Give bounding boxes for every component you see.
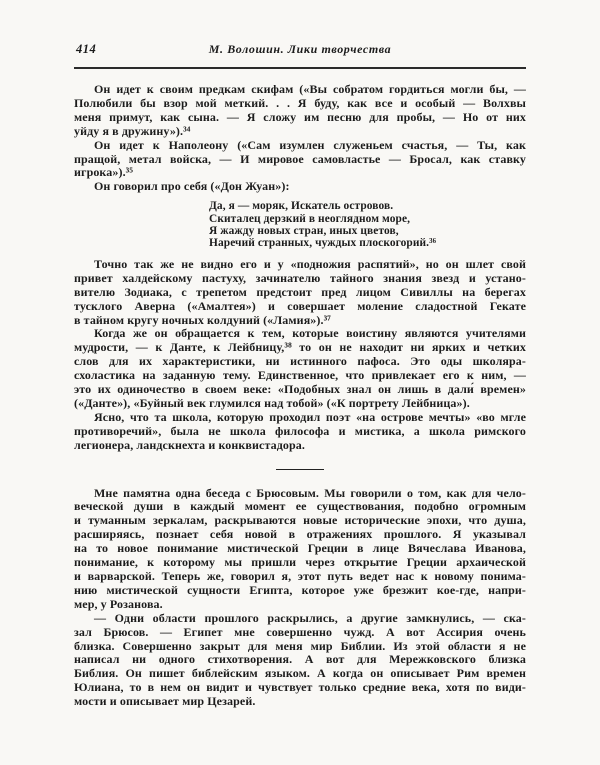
text-line: написал ни одного стихотворения. А вот для Мережковского близка <box>74 652 526 667</box>
text-line: в тайном кругу ночных колдуний («Ламия»).³⁷ <box>74 312 331 327</box>
text-line: («Данте»), «Буйный век глумился над тобой» («К портрету Лейбница»). <box>74 395 470 410</box>
verse-quote <box>209 200 526 250</box>
page-body <box>74 83 526 709</box>
paragraph <box>74 180 526 194</box>
text-line: Мне памятна одна беседа с Брюсовым. Мы говорили о том, как для чело- <box>94 485 526 500</box>
text-line: игрока»).³⁵ <box>74 165 134 180</box>
text-line: пращой, метал войска, — И мировое самовластье — Бросал, как ставку <box>74 151 526 166</box>
paragraph <box>74 411 526 453</box>
text-line: понимание, к которому мы пришли через открытие Греции архаической <box>74 555 526 570</box>
text-line: Я жажду новых стран, иных цветов, <box>209 225 399 238</box>
text-line: схоластика на заданную тему. Единственное, что привлекает его к ним, — <box>74 368 526 383</box>
text-line: Когда же он обращается к тем, которые воистину являются учителями <box>94 326 526 341</box>
text-line: тусклого Аверна («Амалтея») и совершает моление сладостной Гекате <box>74 298 526 313</box>
text-line: меня примут, как сына. — Я сложу им песню для пробы, — Но от них <box>74 109 526 124</box>
text-line: Библия. Он пишет библейским языком. А когда он описывает Рим времен <box>74 666 526 681</box>
text-line: Полюбили бы взор мой меткий. . . Я буду, как все и особый — Волхвы <box>74 95 526 110</box>
paragraph <box>74 612 526 709</box>
text-line: и варварской. Теперь же, говорил я, этот путь ведет нас к новому понима- <box>74 569 526 583</box>
section-divider <box>276 469 324 470</box>
paragraph <box>74 83 526 139</box>
text-line: Да, я — моряк, Искатель островов. <box>209 200 394 213</box>
text-line: противоречий», была не школа философа и мистика, а школа римского <box>74 423 526 438</box>
text-line: нию мистической сущности Египта, которое уже брезжит кое-где, напри- <box>74 582 526 597</box>
text-line: вителю Зодиака, с трепетом предстоит пред лицом Сивиллы на берегах <box>74 284 526 299</box>
text-line: и туманным зеркалам, раскрываются новые исторические эпохи, что душа, <box>74 513 526 528</box>
text-line: легионера, ландскнехта и конквистадора. <box>74 437 305 452</box>
text-line: мудрости, — к Данте, к Лейбницу,³⁸ то он не находит ни ярких и четких <box>74 340 526 355</box>
text-line: привет халдейскому пастуху, зачинателю тайного знания звезд и устано- <box>74 270 526 285</box>
page-header <box>74 42 526 58</box>
text-line: Точно так же не видно его и у «подножия распятий», но он шлет свой <box>94 256 526 271</box>
text-line: на то новое понимание мистической Греции в лице Вячеслава Иванова, <box>74 541 526 556</box>
paragraph <box>74 487 526 612</box>
header-rule <box>74 67 526 69</box>
text-line: Ясно, что та школа, которую проходил поэт «на острове мечты» «во мгле <box>94 409 526 424</box>
text-line: мер, у Розанова. <box>74 596 163 611</box>
text-line: Он идет к своим предкам скифам («Вы собратом гордиться могли бы, — <box>94 82 526 96</box>
section-two <box>74 487 526 710</box>
text-line: Наречий странных, чуждых плоскогорий.³⁶ <box>209 237 437 250</box>
text-line: веческой души в каждый момент ее существования, подобно огромным <box>74 499 526 514</box>
text-line: уйду я в дружину»).³⁴ <box>74 123 191 138</box>
text-line: слов для их характеристики, ни истинного пафоса. Это оды школяра- <box>74 354 526 369</box>
text-line: Скиталец дерзкий в неоглядном море, <box>209 212 411 225</box>
text-line: зал Брюсов. — Египет мне совершенно чужд. А вот Ассирия очень <box>74 624 526 639</box>
section-one <box>74 83 526 453</box>
paragraph <box>74 258 526 328</box>
text-line: Он идет к Наполеону («Сам изумлен служеньем счастья, — Ты, как <box>94 137 526 152</box>
text-line: мости и описывает мир Цезарей. <box>74 694 256 709</box>
text-line: близка. Совершенно закрыт для меня мир Библии. Из этой области я не <box>74 638 526 653</box>
text-line: Юлиана, то в нем он видит и чувствует только средние века, хотя по види- <box>74 680 526 695</box>
text-line: это их одиночество в своем веке: «Подобных знал он лишь в дали́ времен» <box>74 382 526 397</box>
text-line: — Одни области прошлого раскрылись, а другие замкнулись, — ска- <box>94 610 526 625</box>
paragraph <box>74 327 526 410</box>
paragraph <box>74 139 526 181</box>
page-content <box>74 42 526 709</box>
text-line: Он говорил про себя («Дон Жуан»): <box>94 179 290 194</box>
page-number: 414 <box>76 42 97 56</box>
running-title: М. Волошин. Лики творчества <box>208 42 392 56</box>
text-line: расширяясь, познает себя новой в отражениях прошлого. Я указывал <box>74 527 526 542</box>
